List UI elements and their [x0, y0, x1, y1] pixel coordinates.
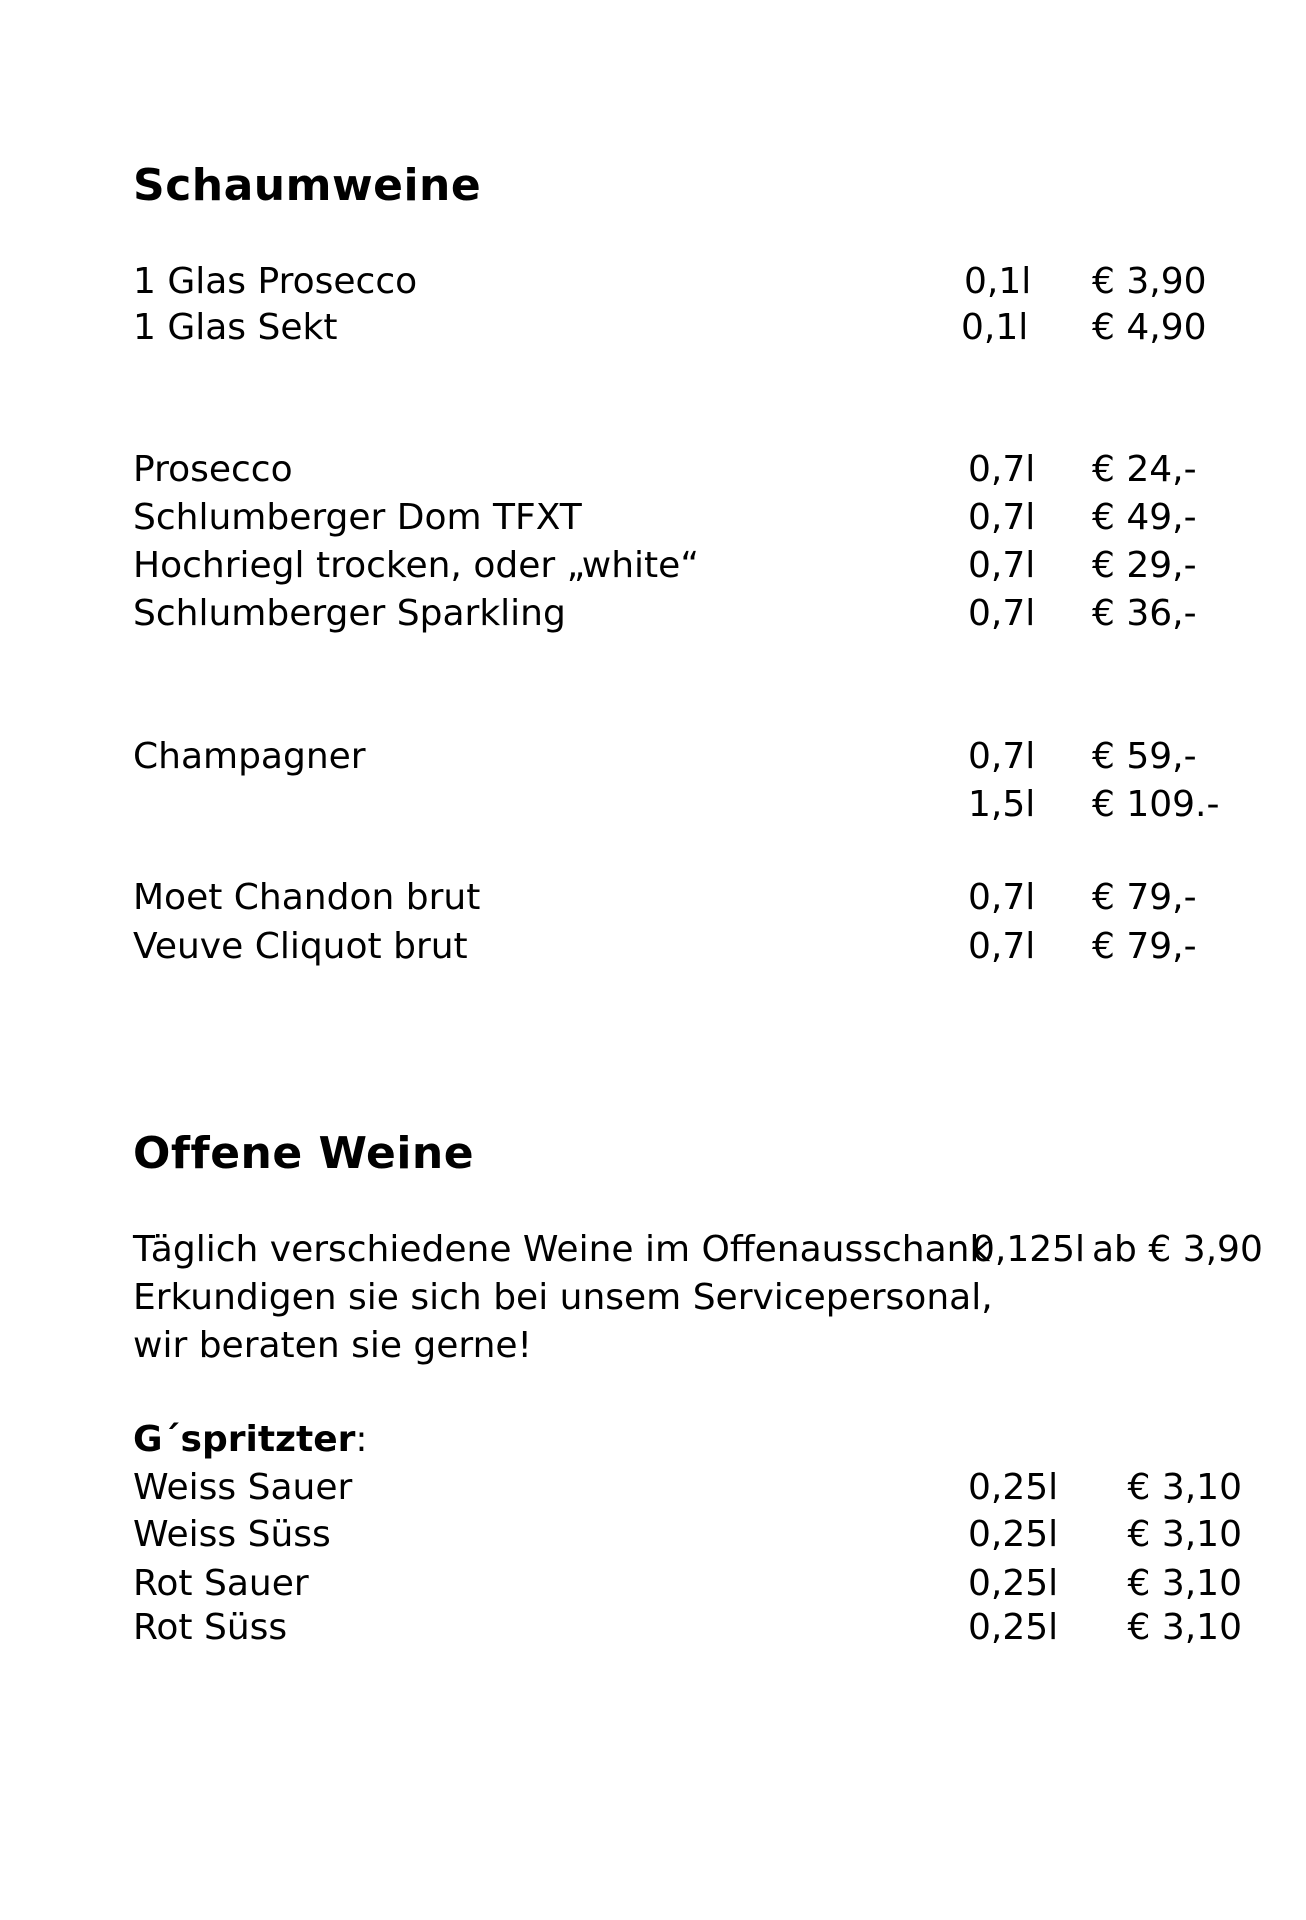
- item-name: Rot Süss: [133, 1607, 288, 1648]
- item-name: Champagner: [133, 736, 366, 777]
- item-volume: 0,7l: [968, 593, 1036, 634]
- menu-item-row: [0, 923, 1306, 971]
- item-volume: 0,25l: [968, 1607, 1059, 1648]
- menu-item-row: [0, 1464, 1306, 1512]
- menu-item-row: [0, 1511, 1306, 1559]
- menu-item-row: [0, 446, 1306, 494]
- menu-item-row: [0, 1560, 1306, 1608]
- item-volume: 0,7l: [968, 497, 1036, 538]
- item-name: Schlumberger Dom TFXT: [133, 497, 582, 538]
- gspritzter-label: G´spritzter: [133, 1419, 356, 1460]
- item-volume: 0,25l: [968, 1467, 1059, 1508]
- offene-weine-text-row: [0, 1274, 1306, 1322]
- item-price: € 3,10: [1127, 1514, 1242, 1555]
- item-volume: 0,1l: [964, 261, 1032, 302]
- item-volume: 0,7l: [968, 877, 1036, 918]
- item-volume: 1,5l: [968, 784, 1036, 825]
- item-price: € 29,-: [1092, 545, 1197, 586]
- offene-weine-text-line: Erkundigen sie sich bei unsem Servicepersonal,: [133, 1277, 993, 1318]
- item-name: 1 Glas Sekt: [133, 307, 338, 348]
- item-volume: 0,7l: [968, 926, 1036, 967]
- menu-item-row: [0, 494, 1306, 542]
- item-volume: 0,25l: [968, 1563, 1059, 1604]
- item-price: € 79,-: [1092, 926, 1197, 967]
- menu-item-row: [0, 258, 1306, 306]
- menu-item-row: [0, 304, 1306, 352]
- menu-item-row: [0, 590, 1306, 638]
- item-price: € 3,10: [1127, 1467, 1242, 1508]
- item-price: € 59,-: [1092, 736, 1197, 777]
- item-price: € 79,-: [1092, 877, 1197, 918]
- item-name: Rot Sauer: [133, 1563, 309, 1604]
- offene-weine-text-line: Täglich verschiedene Weine im Offenausschank: [133, 1229, 991, 1270]
- item-name: Moet Chandon brut: [133, 877, 481, 918]
- item-price: ab € 3,90: [1092, 1229, 1263, 1270]
- item-name: 1 Glas Prosecco: [133, 261, 418, 302]
- item-volume: 0,7l: [968, 545, 1036, 586]
- item-volume: 0,25l: [968, 1514, 1059, 1555]
- item-volume: 0,125l: [972, 1229, 1086, 1270]
- item-price: € 36,-: [1092, 593, 1197, 634]
- menu-item-row: [0, 733, 1306, 781]
- item-name: Schlumberger Sparkling: [133, 593, 566, 634]
- item-price: € 3,90: [1092, 261, 1207, 302]
- item-price: € 3,10: [1127, 1607, 1242, 1648]
- item-name: Weiss Sauer: [133, 1467, 353, 1508]
- item-volume: 0,7l: [968, 736, 1036, 777]
- section-heading-offene-weine: Offene Weine: [133, 1128, 475, 1179]
- gspritzter-heading: [133, 1416, 368, 1464]
- item-name: Hochriegl trocken, oder „white“: [133, 545, 699, 586]
- offene-weine-text-row: [0, 1322, 1306, 1370]
- menu-item-row: [0, 874, 1306, 922]
- item-price: € 24,-: [1092, 449, 1197, 490]
- item-volume: 0,7l: [968, 449, 1036, 490]
- menu-item-row: [0, 781, 1306, 829]
- item-name: Prosecco: [133, 449, 293, 490]
- gspritzter-colon: :: [355, 1419, 368, 1460]
- item-volume: 0,1l: [961, 307, 1029, 348]
- item-name: Veuve Cliquot brut: [133, 926, 468, 967]
- offene-weine-text-line: wir beraten sie gerne!: [133, 1325, 532, 1366]
- item-name: Weiss Süss: [133, 1514, 331, 1555]
- offene-weine-text-row: [0, 1226, 1306, 1274]
- section-heading-schaumweine: Schaumweine: [133, 160, 482, 211]
- item-price: € 49,-: [1092, 497, 1197, 538]
- item-price: € 4,90: [1092, 307, 1207, 348]
- item-price: € 3,10: [1127, 1563, 1242, 1604]
- item-price: € 109.-: [1092, 784, 1220, 825]
- menu-item-row: [0, 1604, 1306, 1652]
- menu-item-row: [0, 542, 1306, 590]
